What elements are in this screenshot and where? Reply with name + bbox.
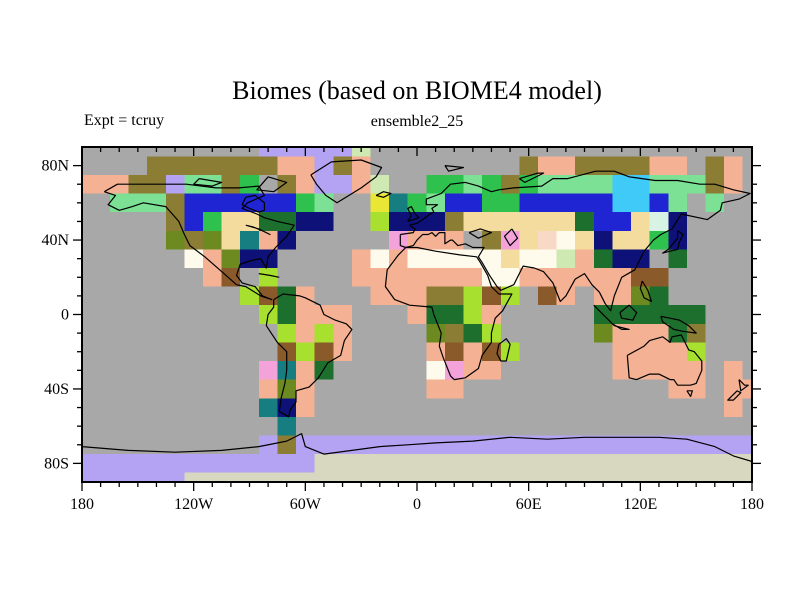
biome-cell [445, 231, 464, 250]
biome-cell [482, 305, 501, 324]
biome-cell [650, 454, 669, 473]
biome-cell [705, 156, 724, 175]
biome-cell [724, 156, 743, 175]
biome-cell [687, 435, 706, 454]
biome-cell [277, 175, 296, 194]
biome-cell [445, 342, 464, 361]
biome-cell [464, 268, 483, 287]
biome-cell [445, 380, 464, 399]
biome-cell [240, 454, 259, 473]
biome-cell [389, 473, 408, 482]
biome-cell [724, 473, 743, 482]
biome-cell [594, 324, 613, 343]
biome-cell [296, 305, 315, 324]
biome-cell [668, 454, 687, 473]
biome-cell [668, 361, 687, 380]
biome-cell [631, 212, 650, 231]
y-axis-label: 80N [41, 157, 69, 175]
biome-cell [296, 398, 315, 417]
biome-cell [464, 454, 483, 473]
biome-cell [538, 435, 557, 454]
biome-cell [315, 212, 334, 231]
biome-cell [203, 454, 222, 473]
biome-cell [203, 156, 222, 175]
biome-cell [687, 305, 706, 324]
biome-cell [277, 156, 296, 175]
biome-cell [743, 473, 752, 482]
biome-cell [408, 305, 427, 324]
biome-cell [482, 249, 501, 268]
biome-cell [166, 473, 185, 482]
biome-cell [594, 268, 613, 287]
biome-cell [277, 194, 296, 213]
biome-cell [631, 454, 650, 473]
biome-cell [203, 473, 222, 482]
biome-cell [82, 454, 91, 473]
biome-cell [240, 156, 259, 175]
biome-cell [557, 194, 576, 213]
biome-cell [612, 324, 631, 343]
biome-cell [650, 212, 669, 231]
biome-cell [315, 156, 334, 175]
biome-cell [631, 435, 650, 454]
x-axis-label: 120E [623, 496, 658, 513]
biome-cell [333, 454, 352, 473]
biome-cell [315, 361, 334, 380]
biome-cell [631, 194, 650, 213]
biome-cell [352, 249, 371, 268]
biome-cell [315, 454, 334, 473]
biome-cell [296, 380, 315, 399]
biome-cell [259, 212, 278, 231]
biome-cell [203, 268, 222, 287]
biome-cell [687, 454, 706, 473]
biome-cell [259, 361, 278, 380]
biome-cell [296, 324, 315, 343]
biome-cell [464, 324, 483, 343]
biome-cell [147, 454, 166, 473]
biome-cell [352, 175, 371, 194]
biome-cell [519, 231, 538, 250]
x-axis-label: 180 [740, 496, 764, 513]
biome-cell [445, 212, 464, 231]
biome-cell [594, 435, 613, 454]
biome-cell [240, 175, 259, 194]
biome-cell [259, 268, 278, 287]
biome-cell [203, 194, 222, 213]
biome-cell [277, 473, 296, 482]
biome-cell [389, 194, 408, 213]
biome-cell [426, 473, 445, 482]
biome-cell [370, 249, 389, 268]
biome-cell [352, 473, 371, 482]
biome-cell [724, 361, 743, 380]
biome-cell [296, 156, 315, 175]
biome-cell [557, 249, 576, 268]
biome-cell [352, 435, 371, 454]
biome-cell [259, 398, 278, 417]
biome-cell [166, 156, 185, 175]
biome-cell [631, 305, 650, 324]
biome-cell [389, 212, 408, 231]
biome-cell [612, 454, 631, 473]
biome-cell [389, 268, 408, 287]
biome-cell [296, 361, 315, 380]
biome-cell [575, 175, 594, 194]
biome-cell [222, 473, 241, 482]
biome-cell [724, 435, 743, 454]
biome-cell [222, 194, 241, 213]
biome-cell [557, 231, 576, 250]
biome-cell [184, 212, 203, 231]
biome-cell [91, 454, 110, 473]
biome-cell [594, 212, 613, 231]
biome-cell [277, 380, 296, 399]
biome-cell [575, 212, 594, 231]
biome-cell [612, 175, 631, 194]
biome-cell [184, 249, 203, 268]
biome-cell [82, 473, 91, 482]
biome-cell [277, 417, 296, 436]
biome-cell [538, 287, 557, 306]
biome-cell [296, 454, 315, 473]
biome-cell [426, 175, 445, 194]
biome-cell [631, 324, 650, 343]
biome-cell [538, 249, 557, 268]
biome-cell [370, 212, 389, 231]
biome-cell [240, 473, 259, 482]
biome-cell [445, 194, 464, 213]
y-axis-label: 40S [44, 380, 69, 398]
biome-cell [668, 342, 687, 361]
biome-cell [519, 156, 538, 175]
biome-cell [426, 305, 445, 324]
biome-cell [296, 175, 315, 194]
biome-cell [464, 287, 483, 306]
x-axis-label: 60E [515, 496, 542, 513]
biome-cell [501, 473, 520, 482]
biome-cell [166, 454, 185, 473]
biome-cell [408, 249, 427, 268]
biome-cell [687, 361, 706, 380]
biome-cell [222, 212, 241, 231]
biome-cell [557, 156, 576, 175]
biome-cell [445, 287, 464, 306]
biome-cell [612, 305, 631, 324]
biome-cell [538, 175, 557, 194]
biome-cell [519, 454, 538, 473]
biome-cell [482, 194, 501, 213]
biome-cell [222, 231, 241, 250]
biome-cell [426, 287, 445, 306]
biome-cell [650, 156, 669, 175]
biome-cell [296, 342, 315, 361]
biome-cell [519, 249, 538, 268]
biome-cell [222, 175, 241, 194]
biome-cell [482, 212, 501, 231]
biome-cell [668, 473, 687, 482]
biome-cell [408, 268, 427, 287]
biome-cell [426, 268, 445, 287]
biome-cell [315, 324, 334, 343]
biome-cell [501, 249, 520, 268]
biome-cell [203, 231, 222, 250]
biome-cell [129, 473, 148, 482]
biome-cell [594, 156, 613, 175]
biome-cell [240, 249, 259, 268]
biome-cell [575, 194, 594, 213]
biome-cell [315, 342, 334, 361]
biome-cell [668, 194, 687, 213]
biome-cell [705, 194, 724, 213]
biome-cell [370, 473, 389, 482]
biome-cell [91, 473, 110, 482]
biome-cell [743, 454, 752, 473]
biome-cell [352, 454, 371, 473]
y-axis-label: 80S [44, 455, 69, 473]
biome-cell [668, 156, 687, 175]
y-axis-label: 40N [41, 232, 69, 250]
page-title: Biomes (based on BIOME4 model) [232, 76, 602, 105]
biome-cell [501, 212, 520, 231]
biome-cell [277, 305, 296, 324]
biome-cell [743, 435, 752, 454]
biome-cell [445, 305, 464, 324]
biome-cell [650, 194, 669, 213]
biome-cell [296, 473, 315, 482]
biome-cell [538, 194, 557, 213]
biome-cell [464, 305, 483, 324]
biome-cell [538, 473, 557, 482]
biome-cell [501, 175, 520, 194]
biome-cell [426, 324, 445, 343]
biome-cell [482, 231, 501, 250]
biome-cell [594, 194, 613, 213]
biome-cell [705, 454, 724, 473]
biome-cell [612, 473, 631, 482]
biome-cell [296, 194, 315, 213]
biome-cell [538, 212, 557, 231]
biome-cell [184, 156, 203, 175]
biome-cell [575, 454, 594, 473]
biome-cell [203, 175, 222, 194]
biome-cell [370, 287, 389, 306]
biome-cell [110, 473, 129, 482]
biome-cell [594, 473, 613, 482]
biome-cell [501, 231, 520, 250]
biome-cell [147, 473, 166, 482]
biome-cell [203, 249, 222, 268]
biome-cell [110, 194, 129, 213]
biome-cell [445, 268, 464, 287]
biome-cell [612, 212, 631, 231]
biome-cell [464, 194, 483, 213]
biome-cell [408, 194, 427, 213]
biome-cell [333, 156, 352, 175]
biome-cell [445, 454, 464, 473]
biome-cell [184, 454, 203, 473]
biome-cell [650, 305, 669, 324]
biome-cell [408, 473, 427, 482]
biome-cell [389, 454, 408, 473]
biome-cell [519, 194, 538, 213]
biome-cell [129, 454, 148, 473]
biome-cell [612, 435, 631, 454]
biome-cell [650, 342, 669, 361]
ensemble-label: ensemble2_25 [370, 113, 464, 130]
biome-cell [426, 435, 445, 454]
biome-cell [222, 156, 241, 175]
biome-cell [426, 361, 445, 380]
biome-cell [557, 473, 576, 482]
biome-cell [110, 454, 129, 473]
biome-cell [277, 454, 296, 473]
biome-cell [668, 380, 687, 399]
biome-cell [389, 249, 408, 268]
biome-cell [631, 231, 650, 250]
biome-cell [594, 249, 613, 268]
biome-cell [315, 194, 334, 213]
biome-cell [445, 473, 464, 482]
y-axis-label: 0 [61, 306, 69, 324]
biome-cell [445, 249, 464, 268]
biome-cell [612, 287, 631, 306]
biome-cell [519, 268, 538, 287]
biome-cell [482, 473, 501, 482]
biome-cell [538, 454, 557, 473]
biome-cell [575, 249, 594, 268]
biome-cell [222, 249, 241, 268]
biome-cell [650, 231, 669, 250]
biome-cell [482, 175, 501, 194]
biome-cell [482, 361, 501, 380]
biome-cell [259, 473, 278, 482]
biome-cell [445, 324, 464, 343]
biome-cell [296, 212, 315, 231]
biome-cell [277, 324, 296, 343]
biome-cell [650, 268, 669, 287]
biome-cell [594, 175, 613, 194]
biome-cell [426, 342, 445, 361]
biome-cell [650, 473, 669, 482]
biome-cell [352, 156, 371, 175]
biome-cell [519, 473, 538, 482]
biome-cell [184, 194, 203, 213]
biome-cell [519, 212, 538, 231]
biome-cell [557, 454, 576, 473]
biome-cell [464, 342, 483, 361]
biome-cell [650, 287, 669, 306]
biome-cell [575, 435, 594, 454]
biome-cell [538, 156, 557, 175]
biome-cell [482, 287, 501, 306]
biome-cell [482, 454, 501, 473]
biome-cell [612, 194, 631, 213]
biome-cell [575, 473, 594, 482]
biome-cell [538, 231, 557, 250]
biome-cell [668, 249, 687, 268]
biome-cell [147, 194, 166, 213]
biome-cell [612, 231, 631, 250]
biome-cell [557, 212, 576, 231]
biome-cell [333, 175, 352, 194]
biome-cell [370, 435, 389, 454]
biome-cell [594, 231, 613, 250]
biome-cell [687, 342, 706, 361]
biome-cell [259, 454, 278, 473]
biome-cell [668, 305, 687, 324]
biome-cell [315, 175, 334, 194]
biome-cell [464, 473, 483, 482]
biome-cell [259, 156, 278, 175]
biome-cell [612, 249, 631, 268]
biome-cell [464, 435, 483, 454]
biome-cell [222, 454, 241, 473]
biome-cell [631, 156, 650, 175]
biome-cell [464, 212, 483, 231]
biome-cell [724, 454, 743, 473]
biome-cell [277, 231, 296, 250]
biome-cell [501, 194, 520, 213]
biome-cell [315, 473, 334, 482]
biome-cell [501, 268, 520, 287]
biome-cell [631, 361, 650, 380]
biome-cell [184, 473, 203, 482]
biome-cell [333, 473, 352, 482]
biome-cell [724, 398, 743, 417]
biome-cell [426, 380, 445, 399]
biome-cell [426, 454, 445, 473]
biome-cell [203, 212, 222, 231]
biome-cell [408, 287, 427, 306]
biome-cell [650, 175, 669, 194]
biome-cell [575, 231, 594, 250]
biome-cell [240, 231, 259, 250]
x-axis-label: 0 [413, 496, 421, 513]
biome-cell [166, 231, 185, 250]
x-axis-label: 60W [289, 496, 321, 513]
biome-cell [631, 473, 650, 482]
biome-cell [82, 175, 91, 194]
biome-cell [370, 175, 389, 194]
biome-cell [370, 454, 389, 473]
experiment-label: Expt = tcruy [84, 112, 165, 129]
biome-cell [426, 194, 445, 213]
biome-cell [408, 454, 427, 473]
x-axis-label: 180 [70, 496, 94, 513]
biome-cell [352, 268, 371, 287]
biome-cell [705, 473, 724, 482]
biome-cell [668, 175, 687, 194]
x-axis-label: 120W [174, 496, 214, 513]
biome-cell [687, 473, 706, 482]
biome-cell [612, 342, 631, 361]
biome-cell [501, 454, 520, 473]
biome-cell [445, 435, 464, 454]
biome-cell [259, 380, 278, 399]
biome-cell [147, 156, 166, 175]
biome-cell [594, 454, 613, 473]
